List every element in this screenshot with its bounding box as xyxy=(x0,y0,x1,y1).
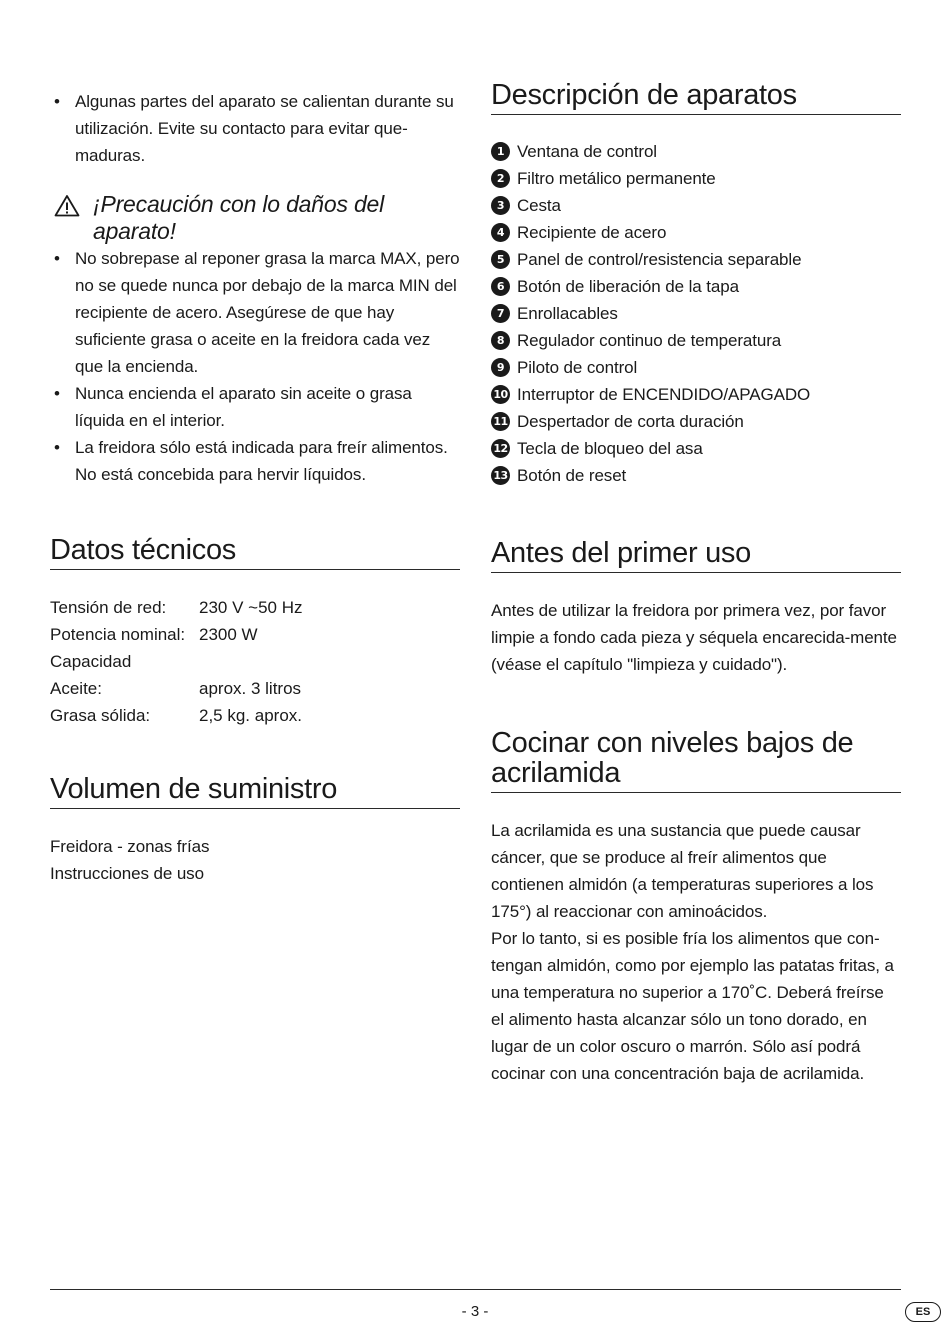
intro-bullet-list xyxy=(50,88,460,169)
bullet-item: • Nunca encienda el aparato sin aceite o grasa líquida en el interior. xyxy=(50,380,460,434)
tech-row xyxy=(50,702,460,729)
part-label: Cesta xyxy=(517,196,561,215)
tech-data-heading: Datos técnicos xyxy=(50,535,460,570)
acrylamide-paragraph: La acrilamida es una sustancia que puede causar cáncer, que se produce al freír alimentos que contienen almidón (a temperaturas superiores a los 175°) al reaccionar con aminoácidos. xyxy=(491,821,874,921)
number-badge: 8 xyxy=(491,331,510,350)
tech-row xyxy=(50,594,460,621)
caution-heading xyxy=(50,191,460,245)
tech-value: 230 V ~50 Hz xyxy=(199,598,303,617)
number-badge: 11 xyxy=(491,412,510,431)
caution-title: ¡Precaución con lo daños del aparato! xyxy=(93,191,385,244)
parts-list xyxy=(491,138,901,489)
tech-value: 2,5 kg. aprox. xyxy=(199,706,303,725)
number-badge: 6 xyxy=(491,277,510,296)
acrylamide-heading: Cocinar con niveles bajos de acrilamida xyxy=(491,728,901,793)
part-label: Recipiente de acero xyxy=(517,223,667,242)
tech-key: Tensión de red: xyxy=(50,598,167,617)
number-badge: 2 xyxy=(491,169,510,188)
first-use-heading: Antes del primer uso xyxy=(491,538,901,573)
left-column xyxy=(50,88,460,887)
part-label: Regulador continuo de temperatura xyxy=(517,331,782,350)
tech-value: aprox. 3 litros xyxy=(199,679,302,698)
part-item xyxy=(491,138,901,165)
number-badge: 1 xyxy=(491,142,510,161)
tech-key: Aceite: xyxy=(50,679,102,698)
supply-item: Instrucciones de uso xyxy=(50,864,204,883)
tech-row xyxy=(50,648,460,675)
tech-value: 2300 W xyxy=(199,625,258,644)
part-label: Filtro metálico permanente xyxy=(517,169,716,188)
number-badge: 7 xyxy=(491,304,510,323)
warning-triangle-icon xyxy=(54,194,80,217)
part-item xyxy=(491,408,901,435)
part-item xyxy=(491,462,901,489)
supply-heading: Volumen de suministro xyxy=(50,774,460,809)
supply-list xyxy=(50,833,460,887)
part-item xyxy=(491,192,901,219)
tech-row xyxy=(50,621,460,648)
part-label: Enrollacables xyxy=(517,304,618,323)
number-badge: 5 xyxy=(491,250,510,269)
part-label: Tecla de bloqueo del asa xyxy=(517,439,703,458)
part-label: Piloto de control xyxy=(517,358,638,377)
number-badge: 13 xyxy=(491,466,510,485)
part-label: Ventana de control xyxy=(517,142,657,161)
tech-data-table xyxy=(50,594,460,729)
first-use-text: Antes de utilizar la freidora por primera vez, por favor limpie a fondo cada pieza y séquela encarecida-mente (véase el capítulo "limpieza y cuidado"). xyxy=(491,601,897,674)
language-badge: ES xyxy=(905,1302,941,1322)
part-item xyxy=(491,219,901,246)
part-item xyxy=(491,327,901,354)
caution-bullet-list xyxy=(50,245,460,488)
number-badge: 3 xyxy=(491,196,510,215)
part-item xyxy=(491,354,901,381)
part-label: Botón de reset xyxy=(517,466,627,485)
bullet-item: • Algunas partes del aparato se calientan durante su utilización. Evite su contacto para evitar que-maduras. xyxy=(50,88,460,169)
tech-key: Grasa sólida: xyxy=(50,706,151,725)
part-label: Despertador de corta duración xyxy=(517,412,744,431)
number-badge: 12 xyxy=(491,439,510,458)
page-number: - 3 - xyxy=(461,1303,489,1320)
acrylamide-paragraph: Por lo tanto, si es posible fría los alimentos que con-tengan almidón, como por ejemplo las patatas fritas, a una temperatura no superior a 170˚C. Deberá freírse el alimento hasta alcanzar sólo un tono dorado, en lugar de un color oscuro o marrón. Sólo así podrá cocinar con una concentración baja de acrilamida. xyxy=(491,929,894,1083)
tech-row xyxy=(50,675,460,702)
number-badge: 10 xyxy=(491,385,510,404)
part-item xyxy=(491,246,901,273)
part-item xyxy=(491,381,901,408)
part-label: Panel de control/resistencia separable xyxy=(517,250,802,269)
bullet-item: • No sobrepase al reponer grasa la marca MAX, pero no se quede nunca por debajo de la marca MIN del recipiente de acero. Asegúrese de que hay suficiente grasa o aceite en la freidora cada vez que la encienda. xyxy=(50,245,460,380)
footer-divider xyxy=(50,1289,901,1290)
bullet-item: • La freidora sólo está indicada para freír alimentos. No está concebida para hervir líquidos. xyxy=(50,434,460,488)
supply-item: Freidora - zonas frías xyxy=(50,837,210,856)
parts-heading: Descripción de aparatos xyxy=(491,80,901,115)
part-label: Botón de liberación de la tapa xyxy=(517,277,739,296)
right-column xyxy=(491,80,901,1087)
number-badge: 9 xyxy=(491,358,510,377)
part-item xyxy=(491,300,901,327)
part-item xyxy=(491,435,901,462)
tech-key: Capacidad xyxy=(50,652,132,671)
part-item xyxy=(491,273,901,300)
part-item xyxy=(491,165,901,192)
number-badge: 4 xyxy=(491,223,510,242)
part-label: Interruptor de ENCENDIDO/APAGADO xyxy=(517,385,811,404)
tech-key: Potencia nominal: xyxy=(50,625,186,644)
